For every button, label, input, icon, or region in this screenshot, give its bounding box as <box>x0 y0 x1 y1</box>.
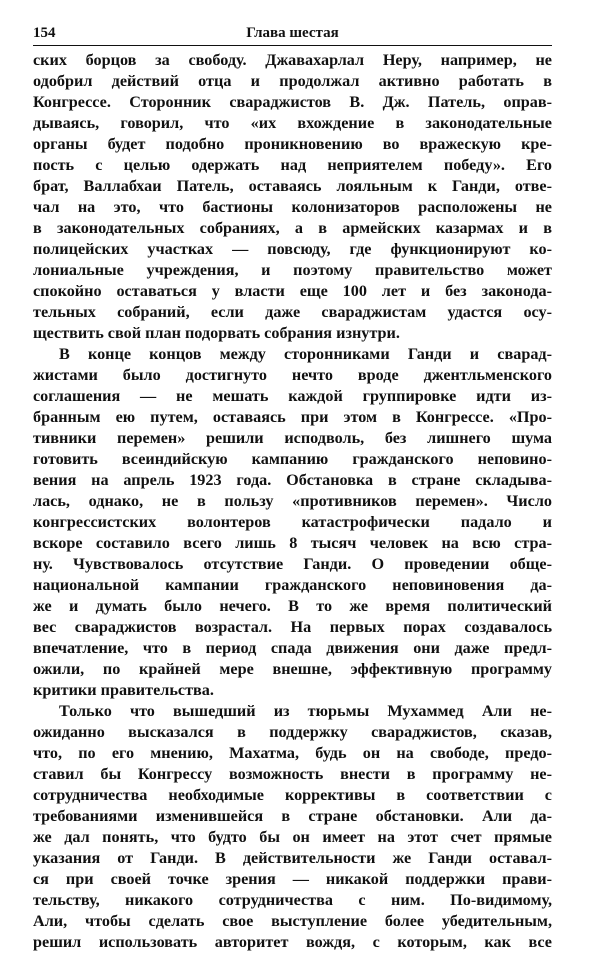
text-line: ся при своей точке зрения — никакой поддержки прави- <box>33 870 552 888</box>
running-head <box>33 24 552 42</box>
text-line: вения на апрель 1923 года. Обстановка в стране складыва- <box>33 471 552 489</box>
text-line: готовить всеиндийскую кампанию гражданского неповино- <box>33 450 552 468</box>
text-line: лониальные учреждения, и поэтому правительство может <box>33 261 552 279</box>
text-line: Конгрессе. Сторонник свараджистов В. Дж. Патель, оправ- <box>33 93 552 111</box>
text-line: что, по его мнению, Махатма, будь он на свободе, предо- <box>33 744 552 762</box>
text-line: бранным ею путем, оставаясь при этом в Конгрессе. «Про- <box>33 408 552 426</box>
book-page <box>33 24 552 953</box>
paragraph <box>33 50 552 344</box>
text-line: брат, Валлабхаи Патель, оставаясь лояльным к Ганди, отве- <box>33 177 552 195</box>
text-line: органы будет подобно проникновению во вражескую кре- <box>33 135 552 153</box>
text-line: Только что вышедший из тюрьмы Мухаммед Али не- <box>59 702 552 720</box>
text-line: сотрудничества необходимые коррективы в соответствии с <box>33 786 552 804</box>
text-line: чал на это, что бастионы колонизаторов расположены не <box>33 198 552 216</box>
text-line: В конце концов между сторонниками Ганди и сварад- <box>59 345 552 363</box>
text-line: ну. Чувствовалось отсутствие Ганди. О проведении обще- <box>33 555 552 573</box>
chapter-title: Глава шестая <box>246 25 339 41</box>
text-line: спокойно оставаться у власти еще 100 лет и без законода- <box>33 282 552 300</box>
body-text <box>33 50 552 953</box>
text-line: в законодательных собраниях, а в армейских казармах и в <box>33 219 552 237</box>
text-line: указания от Ганди. В действительности же Ганди оставал- <box>33 849 552 867</box>
paragraph <box>33 701 552 953</box>
text-line: решил использовать авторитет вождя, с которым, как все <box>33 933 552 951</box>
text-line: одобрил действий отца и продолжал активно работать в <box>33 72 552 90</box>
text-line: ских борцов за свободу. Джавахарлал Неру, например, не <box>33 51 552 69</box>
text-line: ществить свой план подорвать собрания изнутри. <box>33 324 400 342</box>
text-line: лась, однако, не в пользу «противников перемен». Число <box>33 492 552 510</box>
text-line: ожиданно высказался в поддержку свараджистов, сказав, <box>33 723 552 741</box>
header-rule <box>33 45 552 46</box>
text-line: соглашения — не мешать каждой группировке идти из- <box>33 387 552 405</box>
text-line: требованиями изменившейся в стране обстановки. Али да- <box>33 807 552 825</box>
paragraph <box>33 344 552 701</box>
text-line: конгрессистских волонтеров катастрофически падало и <box>33 513 552 531</box>
text-line: вес свараджистов возрастал. На первых порах создавалось <box>33 618 552 636</box>
text-line: же дал понять, что будто бы он имеет на этот счет прямые <box>33 828 552 846</box>
text-line: критики правительства. <box>33 681 214 699</box>
text-line: жистами было достигнуто нечто вроде джентльменского <box>33 366 552 384</box>
text-line: дываясь, говорил, что «их вхождение в законодательные <box>33 114 552 132</box>
text-line: Али, чтобы сделать свое выступление более убедительным, <box>33 912 552 930</box>
text-line: национальной кампании гражданского неповиновения да- <box>33 576 552 594</box>
text-line: впечатление, что в период спада движения они даже предл- <box>33 639 552 657</box>
text-line: же и думать было нечего. В то же время политический <box>33 597 552 615</box>
page-number: 154 <box>33 25 56 41</box>
text-line: тивники перемен» решили исподволь, без лишнего шума <box>33 429 552 447</box>
text-line: вскоре составило всего лишь 8 тысяч человек на всю стра- <box>33 534 552 552</box>
text-line: тельных собраний, если даже свараджистам удастся осу- <box>33 303 552 321</box>
text-line: пость с целью одержать над неприятелем победу». Его <box>33 156 552 174</box>
text-line: ожили, по крайней мере внешне, эффективную программу <box>33 660 552 678</box>
text-line: тельству, никакого сотрудничества с ним. По-видимому, <box>33 891 552 909</box>
text-line: полицейских участках — повсюду, где функционируют ко- <box>33 240 552 258</box>
text-line: ставил бы Конгрессу возможность внести в программу не- <box>33 765 552 783</box>
